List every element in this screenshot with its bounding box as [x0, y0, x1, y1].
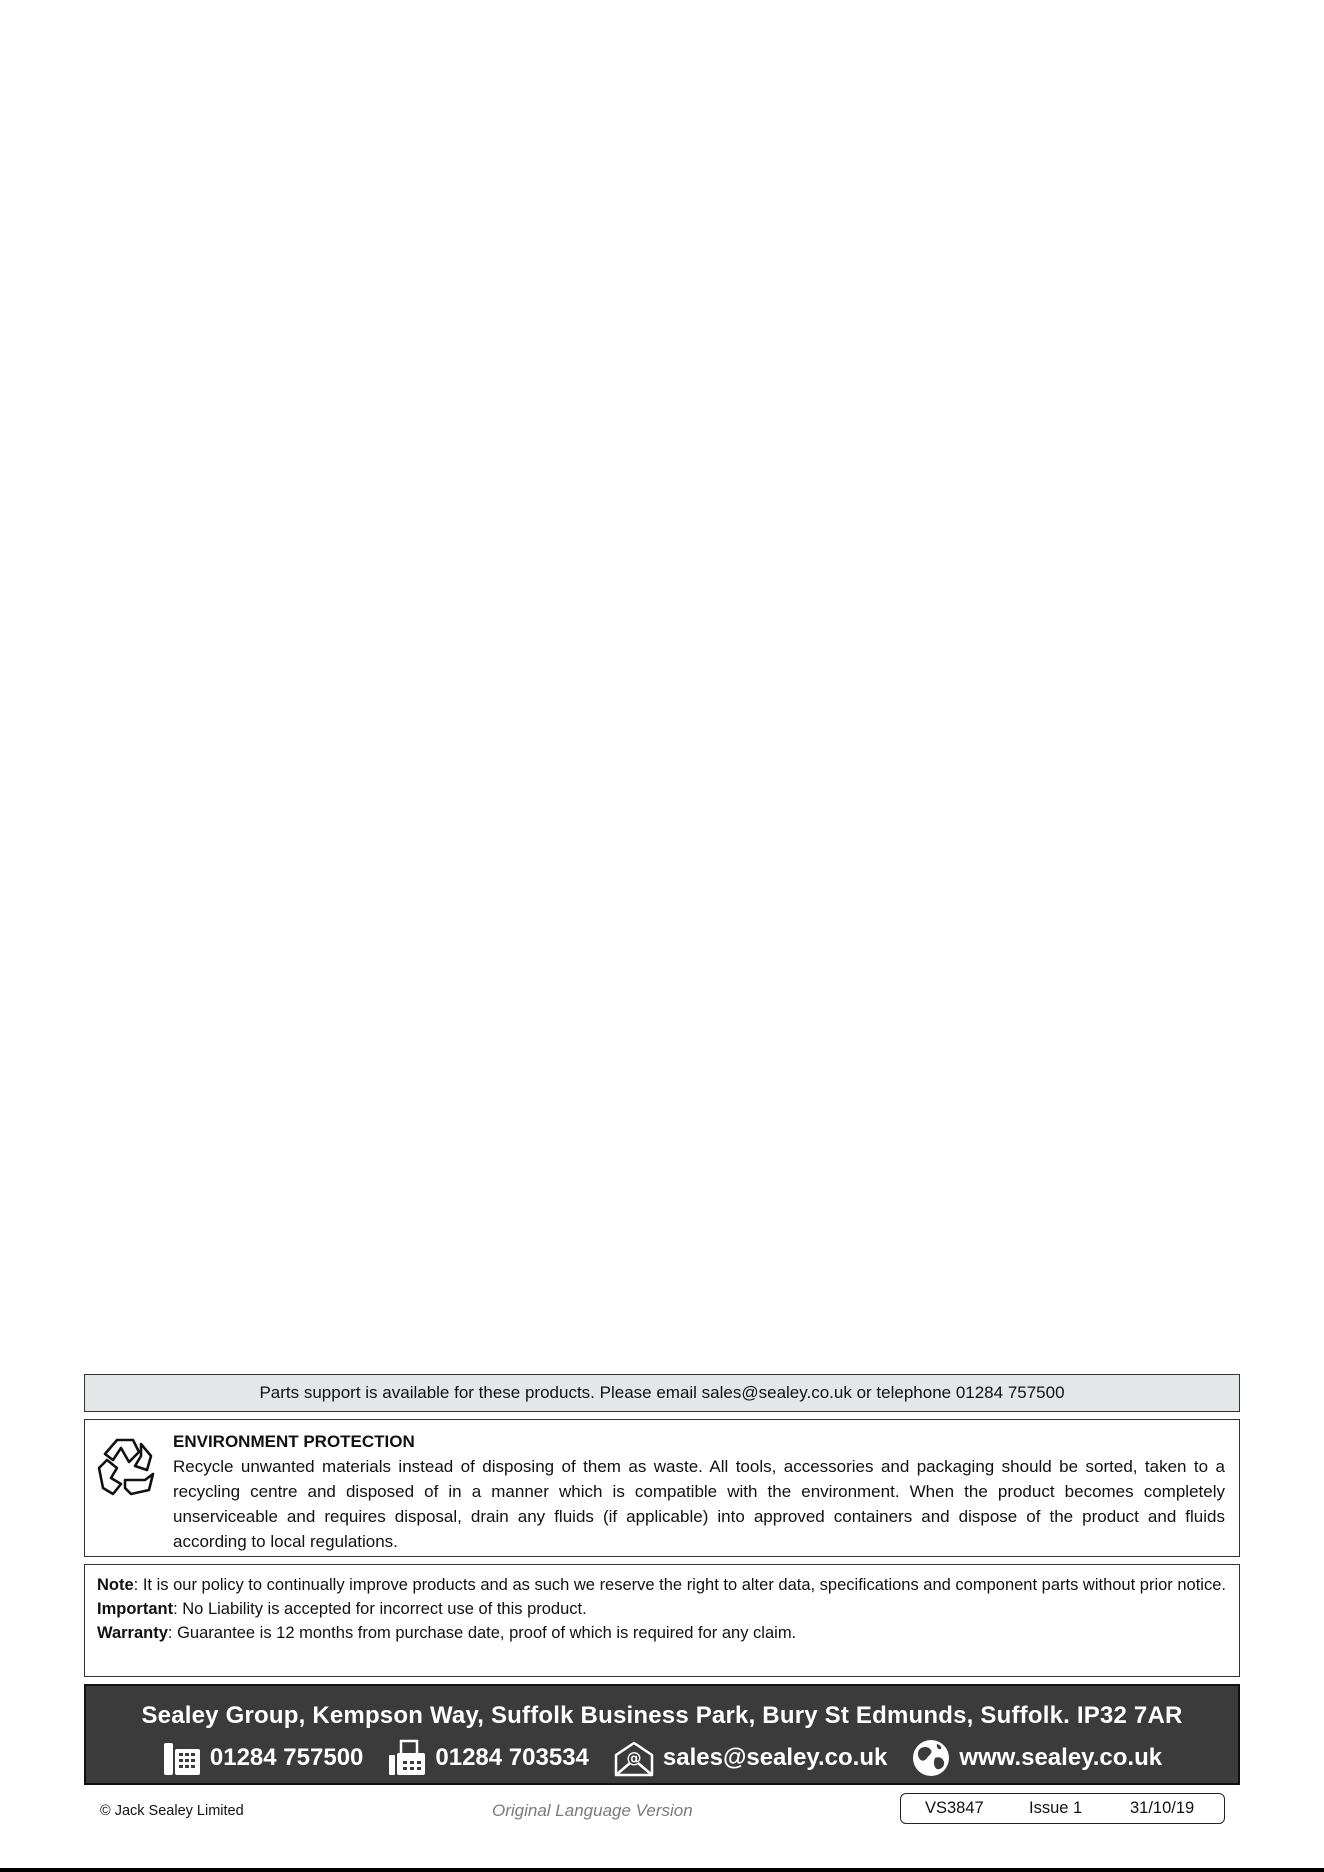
copyright: © Jack Sealey Limited: [100, 1803, 244, 1819]
issue-date: 31/10/19: [1130, 1799, 1195, 1817]
footer: [84, 1792, 1240, 1832]
website-contact: [911, 1738, 1162, 1778]
notes-box: [84, 1564, 1240, 1677]
note-label: Note: [97, 1576, 134, 1594]
important-line: [97, 1597, 1227, 1621]
warranty-line: [97, 1621, 1227, 1645]
important-label: Important: [97, 1600, 174, 1618]
fax-icon: [387, 1739, 427, 1777]
website-url[interactable]: www.sealey.co.uk: [959, 1744, 1163, 1771]
phone-number: 01284 757500: [209, 1744, 364, 1771]
issue-number: Issue 1: [1029, 1799, 1083, 1817]
parts-support-text: Parts support is available for these products. Please email sales@sealey.co.uk or telephone 01284 757500: [259, 1383, 1065, 1402]
fax-contact: [387, 1739, 589, 1777]
document-info-box: [900, 1793, 1225, 1824]
important-text: : No Liability is accepted for incorrect use of this product.: [173, 1600, 587, 1618]
parts-support-bar: [84, 1374, 1240, 1412]
contact-bar: [84, 1684, 1240, 1785]
environment-body: Recycle unwanted materials instead of disposing of them as waste. All tools, accessories and packaging should be sorted, taken to a recycling centre and disposed of in a manner which is compatible with the environment. When the product becomes completely unserviceable and requires disposal, drain any fluids (if applicable) into approved containers and dispose of the product and fluids according to local regulations.: [173, 1457, 1225, 1551]
bottom-edge-strip: [0, 1868, 1324, 1872]
model-number: VS3847: [925, 1799, 984, 1817]
company-address: Sealey Group, Kempson Way, Suffolk Business Park, Bury St Edmunds, Suffolk. IP32 7AR: [141, 1702, 1183, 1729]
email-icon: [613, 1739, 655, 1777]
note-line: [97, 1573, 1227, 1597]
note-text: : It is our policy to continually improve products and as such we reserve the right to alter data, specifications and component parts without prior notice.: [133, 1576, 1226, 1594]
recycle-icon: [95, 1434, 161, 1500]
environment-protection-box: [84, 1419, 1240, 1557]
environment-title: ENVIRONMENT PROTECTION: [173, 1432, 415, 1451]
phone-contact: [162, 1739, 364, 1777]
email-address[interactable]: sales@sealey.co.uk: [662, 1744, 888, 1771]
telephone-icon: [162, 1739, 202, 1777]
email-contact: [613, 1739, 887, 1777]
svg-text:@: @: [626, 1749, 642, 1767]
fax-number: 01284 703534: [435, 1744, 589, 1771]
warranty-text: : Guarantee is 12 months from purchase date, proof of which is required for any claim.: [167, 1624, 797, 1642]
globe-icon: [911, 1738, 951, 1778]
warranty-label: Warranty: [97, 1624, 168, 1642]
language-version: Original Language Version: [492, 1801, 693, 1820]
